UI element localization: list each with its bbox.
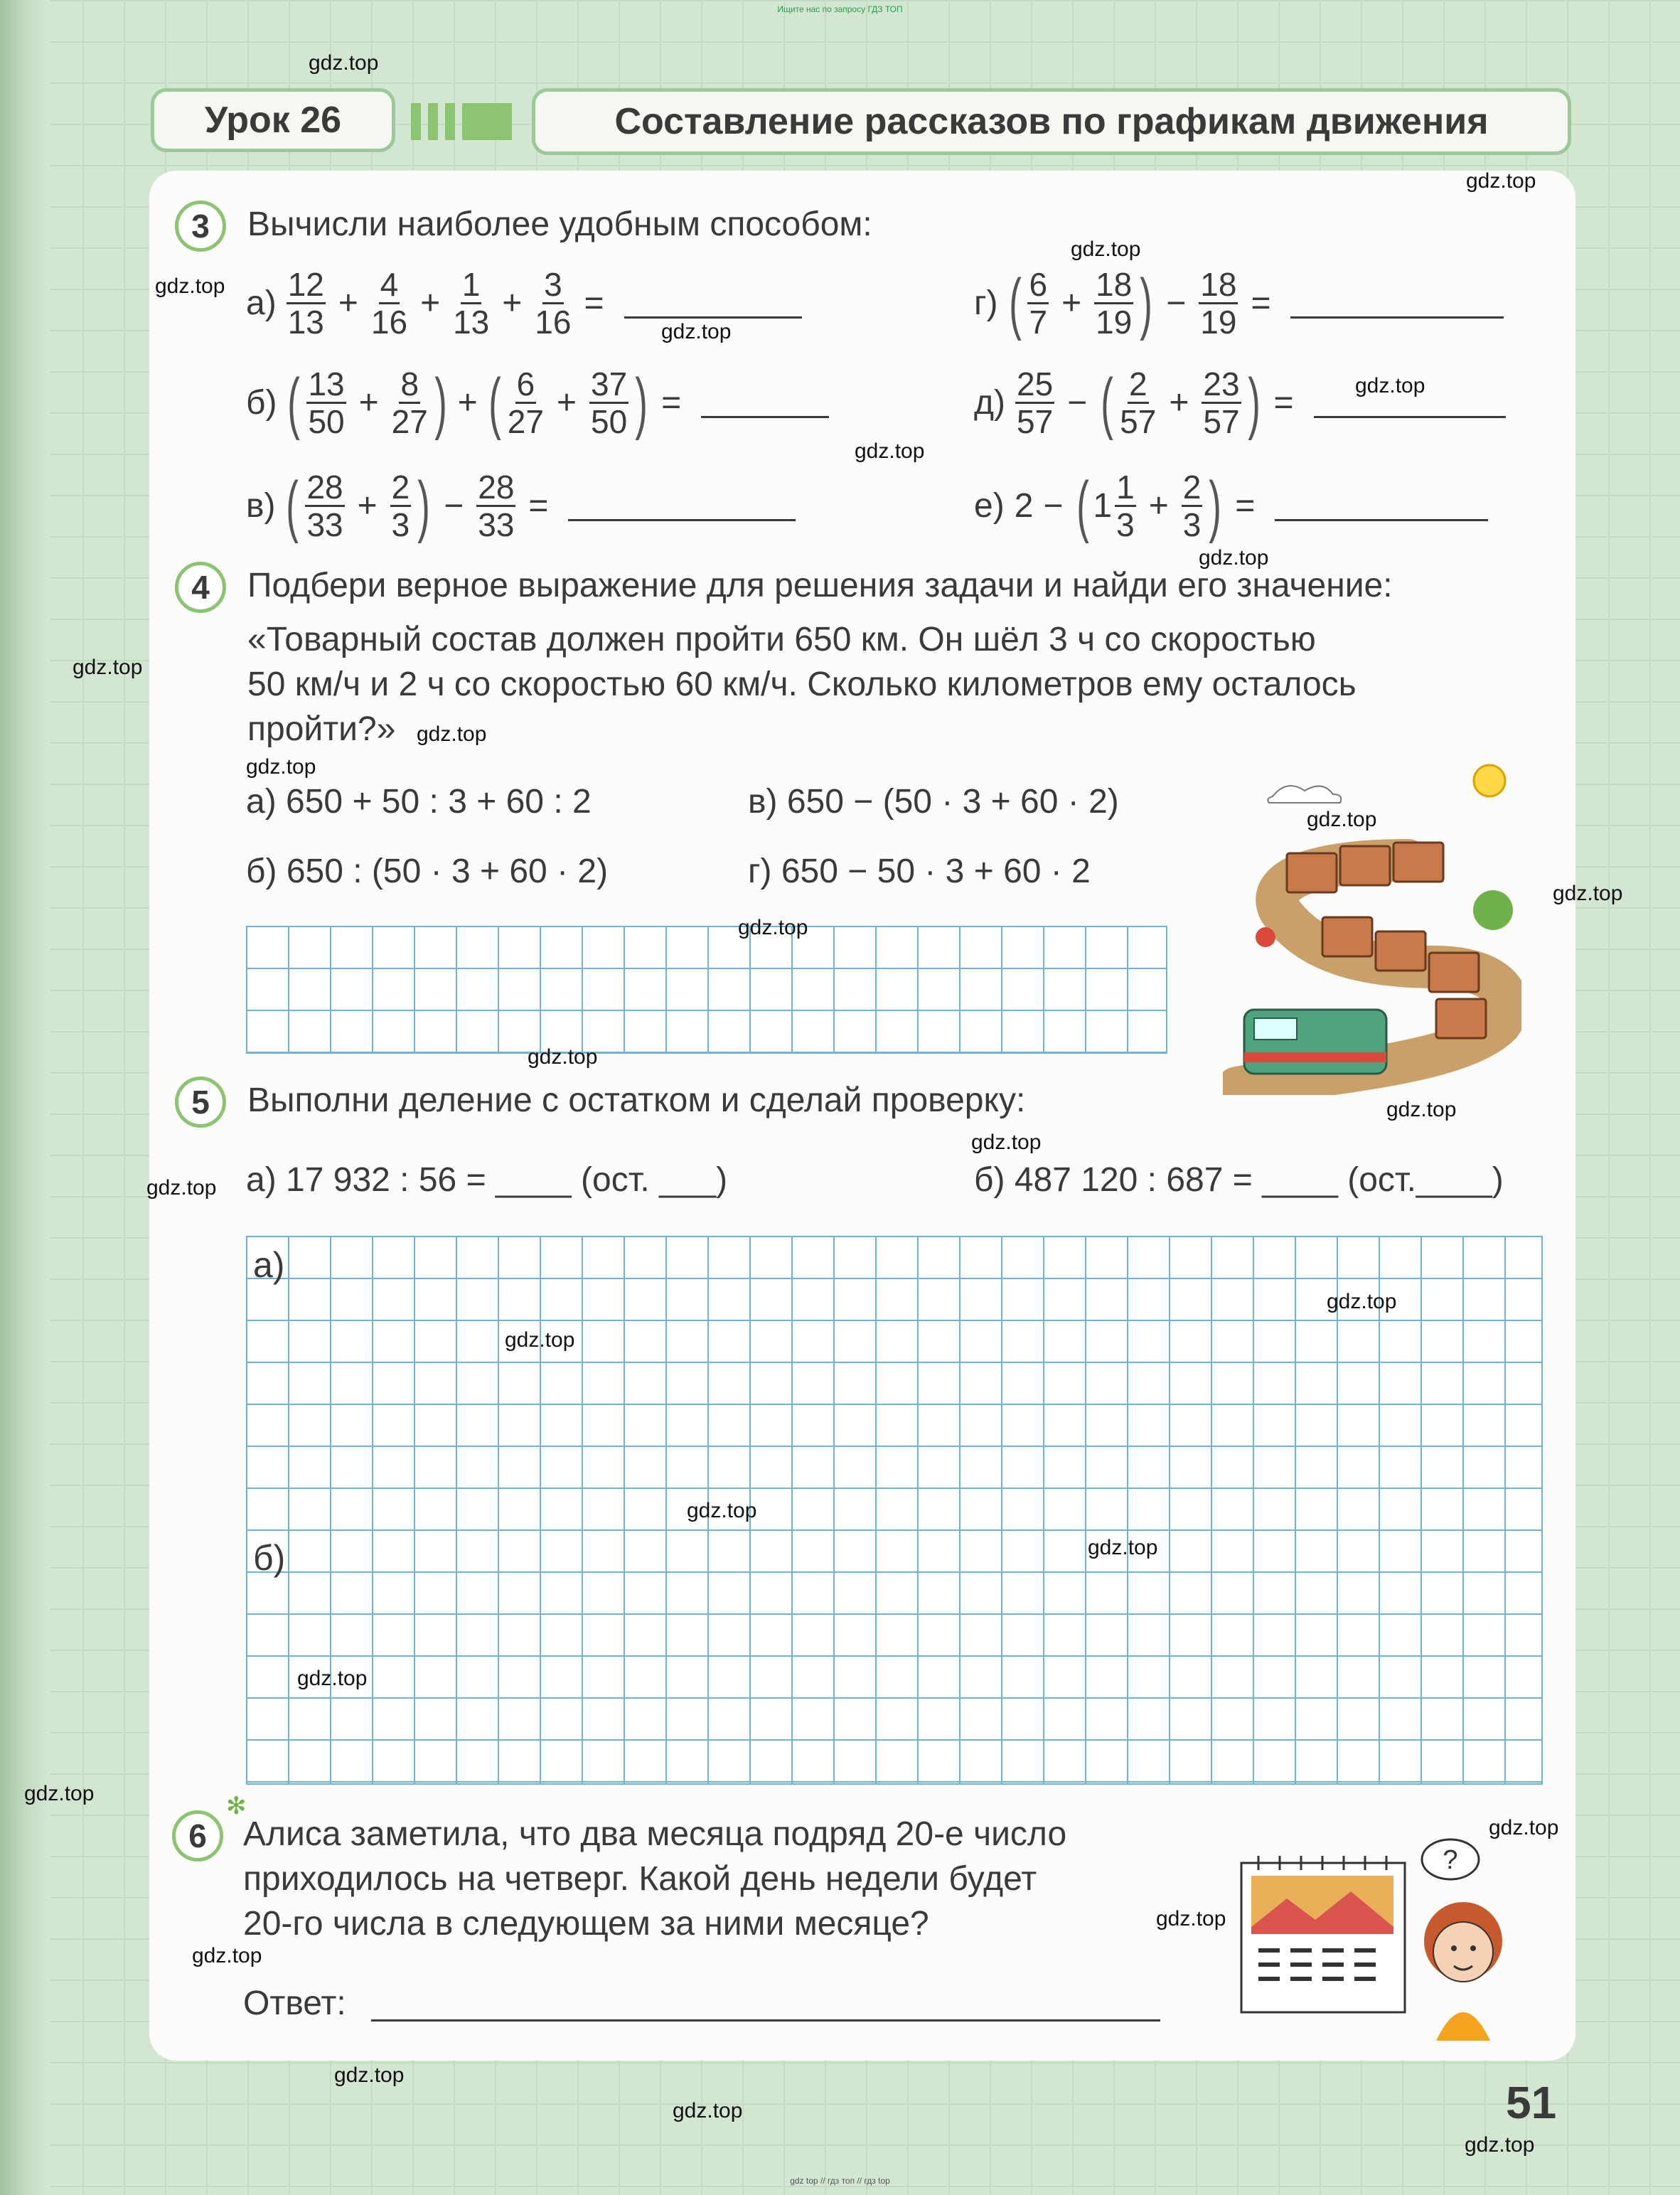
flower-icon [1256,927,1275,947]
grid-label-b: б) [253,1538,286,1578]
answer-line-3e[interactable] [1275,491,1488,521]
watermark: gdz.top [297,1667,368,1690]
task-3b: б) ( $\frac{13}{50}$ + $\frac{8}{27}$ ) + ( $\frac{6}{27}$ + $\frac{37}{50}$ ) = [246,366,829,439]
task-4-story-line2: 50 км/ч и 2 ч со скоростью 60 км/ч. Сколько километров ему осталось [247,666,1357,703]
watermark: gdz.top [687,1499,757,1522]
watermark: gdz.top [1489,1816,1559,1839]
answer-line-3v[interactable] [568,491,796,521]
watermark: gdz.top [1355,374,1425,397]
task-6-line3: 20-го числа в следующем за ними месяце? [243,1905,929,1943]
answer-line-3b[interactable] [701,388,829,418]
answer-label: Ответ: [243,1985,346,2022]
watermark: gdz.top [1386,1098,1457,1121]
footer-text: gdz top // гдз топ // гдз top [790,2176,890,2186]
watermark: gdz.top [246,755,316,779]
watermark: gdz.top [24,1782,95,1805]
lesson-title: Составление рассказов по графикам движения [532,88,1571,155]
task-4-story-line1: «Товарный состав должен пройти 650 км. Он шёл 3 ч со скоростью [247,621,1316,658]
cloud-icon [1268,786,1341,803]
sun-icon [1474,765,1505,796]
answer-grid-task5[interactable] [246,1236,1543,1785]
fraction: $\frac{4}{16}$ [370,266,408,341]
watermark: gdz.top [1465,2133,1535,2157]
task-4-number: 4 [175,562,226,613]
fraction: $\frac{23}{57}$ [1203,365,1240,440]
task-3g: г) ( $\frac{6}{7}$ + $\frac{18}{19}$ ) − $\frac{18}{19}$ = [974,267,1504,340]
fraction: $\frac{28}{33}$ [478,469,515,543]
header-search-hint: Ищите нас по запросу ГДЗ ТОП [777,4,903,14]
watermark: gdz.top [505,1328,575,1352]
watermark: gdz.top [855,439,925,463]
fraction: $\frac{13}{50}$ [308,365,345,440]
task-3v: в) ( $\frac{28}{33}$ + $\frac{2}{3}$ ) − $\frac{28}{33}$ = [246,469,796,543]
task-6-number: 6 [172,1810,223,1862]
book-spine [0,0,50,2195]
task-5-number: 5 [175,1077,226,1128]
answer-grid-task4[interactable] [246,926,1167,1054]
option-a[interactable]: а) 650 + 50 : 3 + 60 : 2 [246,783,592,821]
task-5a: а) 17 932 : 56 = ____ (ост. ___) [246,1161,728,1199]
fraction: $\frac{6}{27}$ [507,365,544,440]
watermark: gdz.top [155,274,225,298]
fraction: $\frac{3}{16}$ [535,266,572,341]
watermark: gdz.top [309,51,379,75]
watermark: gdz.top [673,2099,743,2122]
fraction: $\frac{37}{50}$ [591,365,628,440]
grid-label-a: а) [253,1245,285,1285]
watermark: gdz.top [1327,1290,1397,1313]
watermark: gdz.top [1088,1536,1158,1559]
watermark: gdz.top [146,1176,217,1200]
bush-icon [1473,890,1513,930]
watermark: gdz.top [661,320,732,343]
answer-line-task6[interactable] [371,1991,1160,2022]
star-icon: ✻ [226,1793,247,1820]
task-4-prompt: Подбери верное выражение для решения задачи и найди его значение: [247,567,1393,604]
task-3a: а) $\frac{12}{13}$ + $\frac{4}{16}$ + $\frac{1}{13}$ + $\frac{3}{16}$ = [246,267,802,340]
watermark: gdz.top [1156,1907,1226,1930]
task-5-prompt: Выполни деление с остатком и сделай проверку: [247,1082,1026,1119]
option-v[interactable]: в) 650 − (50 · 3 + 60 · 2) [748,783,1119,821]
task-6-line2: приходилось на четверг. Какой день недели будет [243,1860,1037,1898]
lesson-number: Урок 26 [151,88,395,152]
task-5b: б) 487 120 : 687 = ____ (ост.____) [974,1161,1504,1199]
watermark: gdz.top [738,916,808,939]
answer-line-3a[interactable] [624,288,802,319]
fraction: $\frac{6}{7}$ [1029,266,1048,341]
watermark: gdz.top [192,1944,262,1967]
watermark: gdz.top [1307,808,1377,831]
fraction: $\frac{2}{3}$ [391,469,410,543]
task-3-prompt: Вычисли наиболее удобным способом: [247,205,872,243]
option-b[interactable]: б) 650 : (50 · 3 + 60 · 2) [246,853,609,890]
fraction: $\frac{25}{57}$ [1017,365,1054,440]
watermark: gdz.top [1071,237,1141,261]
watermark: gdz.top [417,722,487,746]
fraction: $\frac{18}{19}$ [1096,266,1133,341]
watermark: gdz.top [1466,169,1536,193]
watermark: gdz.top [528,1045,598,1069]
fraction: $\frac{2}{57}$ [1120,365,1157,440]
option-g[interactable]: г) 650 − 50 · 3 + 60 · 2 [748,853,1091,890]
fraction: $\frac{28}{33}$ [306,469,343,543]
fraction: $\frac{18}{19}$ [1200,266,1237,341]
task-4-story-line3: пройти?» [247,710,396,748]
fraction: $\frac{12}{13}$ [287,266,324,341]
train-illustration [1223,754,1521,1095]
fraction: $\frac{8}{27}$ [391,365,428,440]
watermark: gdz.top [1553,882,1623,905]
fraction: $\frac{2}{3}$ [1182,469,1202,543]
watermark: gdz.top [73,656,143,679]
task-3-number: 3 [175,201,226,252]
task-3d: д) $\frac{25}{57}$ − ( $\frac{2}{57}$ + $\frac{23}{57}$ ) = [974,366,1506,439]
girl-face [1433,1922,1493,1982]
label: а) [246,284,277,322]
fraction: $\frac{1}{13}$ [453,266,490,341]
watermark: gdz.top [1199,546,1269,570]
task-3e: е) 2 − ( 1 $\frac{1}{3}$ + $\frac{2}{3}$ ) = [974,469,1488,543]
task-6-line1: Алиса заметила, что два месяца подряд 20-е число [243,1815,1067,1853]
page-number: 51 [1506,2077,1557,2128]
watermark: gdz.top [334,2063,405,2087]
watermark: gdz.top [971,1131,1042,1154]
answer-line-3g[interactable] [1290,288,1504,319]
calendar-girl-illustration [1237,1834,1507,2041]
decor-bars [411,103,512,140]
svg-text:?: ? [1443,1845,1458,1875]
fraction: $\frac{1}{3}$ [1116,469,1135,543]
